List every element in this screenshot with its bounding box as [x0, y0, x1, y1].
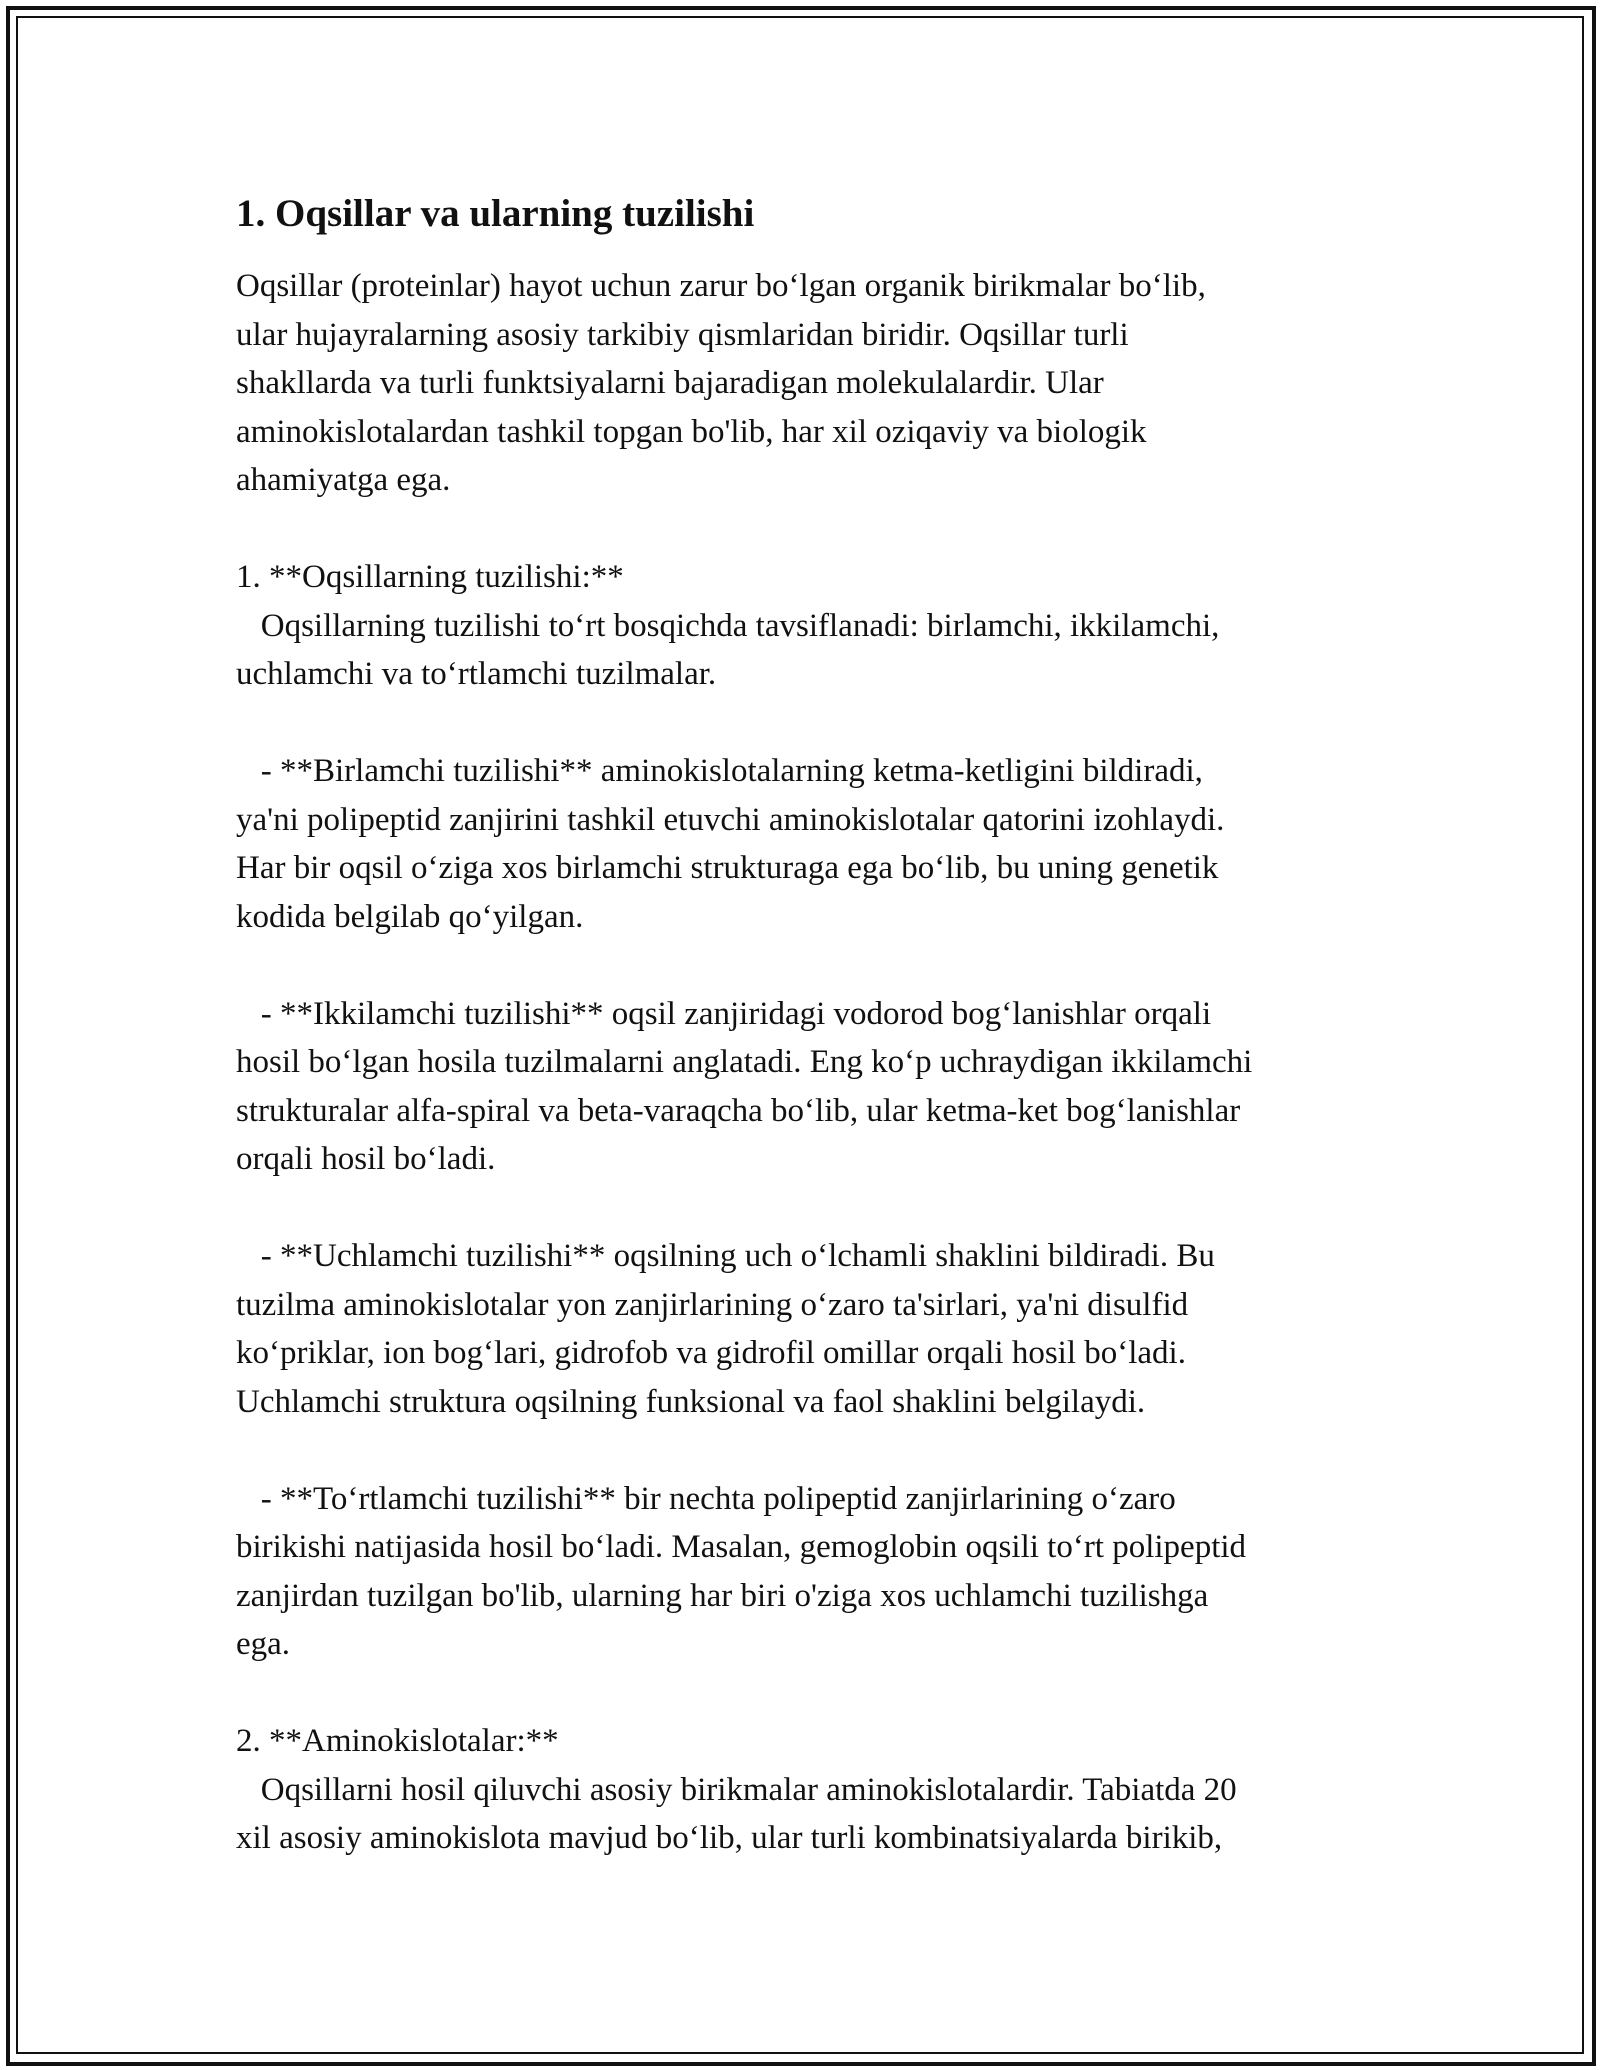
text-line: shakllarda va turli funktsiyalarni bajaradigan molekulalardir. Ular — [236, 365, 1104, 401]
text-line: - **To‘rtlamchi tuzilishi** bir nechta polipeptid zanjirlarining o‘zaro — [236, 1480, 1176, 1517]
blank-line — [236, 941, 1396, 990]
text-line: xil asosiy aminokislota mavjud bo‘lib, ular turli kombinatsiyalarda birikib, — [236, 1820, 1223, 1856]
text-line: ular hujayralarning asosiy tarkibiy qismlaridan biridir. Oqsillar turli — [236, 316, 1129, 353]
text-line: uchlamchi va to‘rtlamchi tuzilmalar. — [236, 656, 717, 692]
text-line: ko‘priklar, ion bog‘lari, gidrofob va gidrofil omillar orqali hosil bo‘ladi. — [236, 1335, 1186, 1371]
text-line: 2. **Aminokislotalar:** — [236, 1723, 559, 1759]
document-body — [236, 190, 1396, 1863]
text-line: ahamiyatga ega. — [236, 462, 451, 498]
text-line: Oqsillarni hosil qiluvchi asosiy birikmalar aminokislotalardir. Tabiatda 20 — [236, 1771, 1237, 1808]
text-line: - **Ikkilamchi tuzilishi** oqsil zanjiridagi vodorod bog‘lanishlar orqali — [236, 995, 1212, 1032]
text-line: tuzilma aminokislotalar yon zanjirlarining o‘zaro ta'sirlari, ya'ni disulfid — [236, 1286, 1189, 1323]
text-line: ya'ni polipeptid zanjirini tashkil etuvchi aminokislotalar qatorini izohlaydi. — [236, 801, 1225, 838]
text-line: 1. **Oqsillarning tuzilishi:** — [236, 559, 624, 595]
text-line: ega. — [236, 1626, 291, 1662]
paragraph-lines — [236, 262, 1396, 1863]
blank-line — [236, 1669, 1396, 1718]
blank-line — [236, 1184, 1396, 1233]
blank-line — [236, 505, 1396, 554]
text-line: orqali hosil bo‘ladi. — [236, 1141, 496, 1177]
text-line: Uchlamchi struktura oqsilning funksional va faol shaklini belgilaydi. — [236, 1383, 1146, 1420]
text-line: aminokislotalardan tashkil topgan bo'lib, har xil oziqaviy va biologik — [236, 413, 1147, 450]
section-heading: 1. Oqsillar va ularning tuzilishi — [236, 192, 755, 235]
text-line: - **Uchlamchi tuzilishi** oqsilning uch o‘lchamli shaklini bildiradi. Bu — [236, 1238, 1215, 1274]
text-line: Har bir oqsil o‘ziga xos birlamchi strukturaga ega bo‘lib, bu uning genetik — [236, 850, 1219, 886]
blank-line — [236, 699, 1396, 748]
text-line: birikishi natijasida hosil bo‘ladi. Masalan, gemoglobin oqsili to‘rt polipeptid — [236, 1529, 1247, 1565]
text-line: zanjirdan tuzilgan bo'lib, ularning har biri o'ziga xos uchlamchi tuzilishga — [236, 1577, 1209, 1614]
text-line: strukturalar alfa-spiral va beta-varaqcha bo‘lib, ular ketma-ket bog‘lanishlar — [236, 1092, 1241, 1129]
text-line: hosil bo‘lgan hosila tuzilmalarni anglatadi. Eng ko‘p uchraydigan ikkilamchi — [236, 1044, 1253, 1080]
blank-line — [236, 1426, 1396, 1475]
text-line: Oqsillarning tuzilishi to‘rt bosqichda tavsiflanadi: birlamchi, ikkilamchi, — [236, 607, 1220, 644]
text-line: Oqsillar (proteinlar) hayot uchun zarur bo‘lgan organik birikmalar bo‘lib, — [236, 268, 1206, 304]
text-line: kodida belgilab qo‘yilgan. — [236, 898, 584, 935]
text-line: - **Birlamchi tuzilishi** aminokislotalarning ketma-ketligini bildiradi, — [236, 753, 1203, 789]
